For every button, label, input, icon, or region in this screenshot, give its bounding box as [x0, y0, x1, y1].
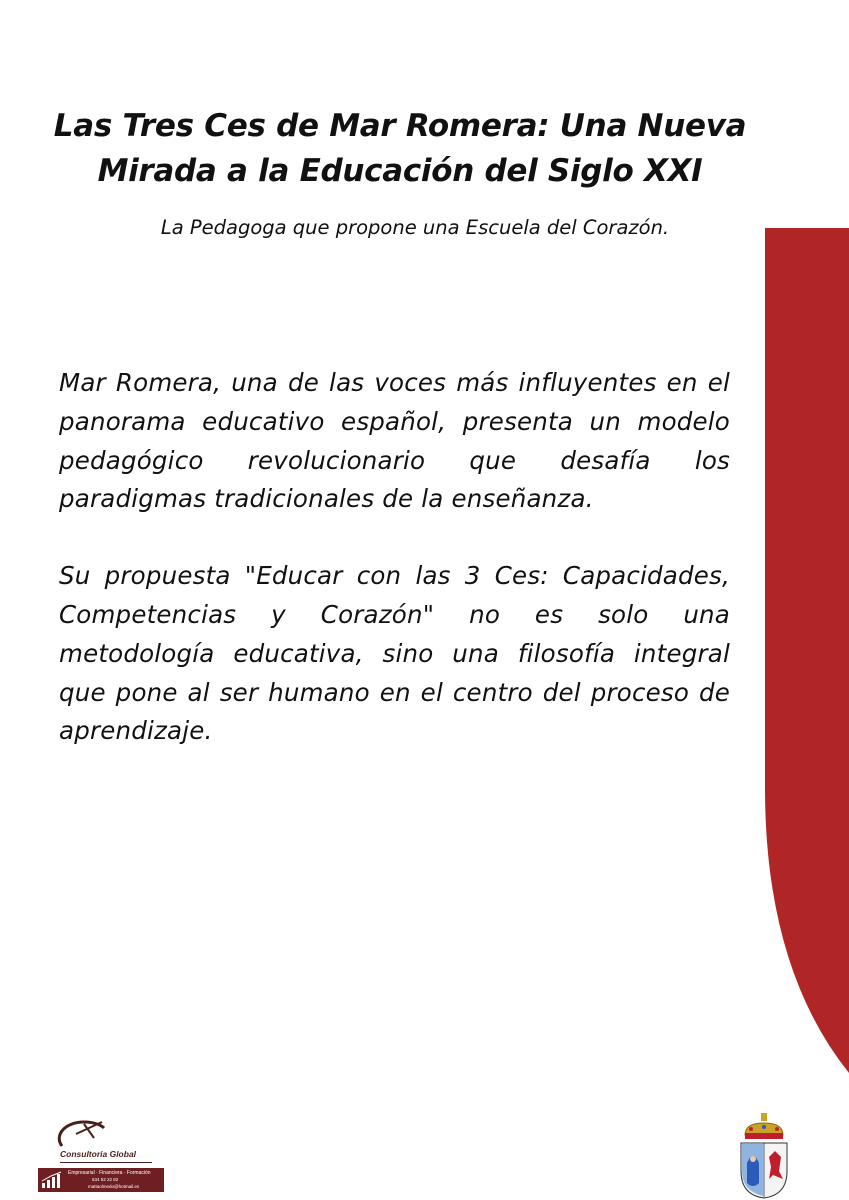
article-body	[59, 364, 730, 789]
consultoria-global-logo	[34, 1118, 164, 1194]
decorative-side-band	[760, 228, 849, 1078]
logo-phone: 634 52 22 82	[92, 1177, 119, 1182]
logo-tagline: Empresarial · Financiera · Formación	[68, 1170, 151, 1176]
title-line-1: Las Tres Ces de Mar Romera: Una Nueva	[53, 108, 747, 144]
logo-contact-band	[38, 1168, 164, 1192]
logo-swoosh-icon	[54, 1118, 114, 1150]
coat-of-arms-icon	[737, 1113, 791, 1199]
page-title	[20, 104, 780, 194]
page-subtitle: La Pedagoga que propone una Escuela del Corazón.	[160, 216, 670, 239]
logo-email: mattaolmedo@hotmail.es	[88, 1184, 140, 1189]
paragraph-proposal: Su propuesta "Educar con las 3 Ces: Capacidades, Competencias y Corazón" no es solo una metodología educativa, sino una filosofía integral que pone al ser humano en el centro del proceso de aprendizaje.	[59, 561, 730, 746]
title-line-2: Mirada a la Educación del Siglo XXI	[97, 153, 703, 189]
growth-chart-icon	[41, 1171, 63, 1189]
logo-divider	[60, 1162, 152, 1163]
logo-brand-name: Consultoria Global	[60, 1149, 137, 1159]
paragraph-intro: Mar Romera, una de las voces más influyentes en el panorama educativo español, presenta un modelo pedagógico revolucionario que desafía los paradigmas tradicionales de la enseñanza.	[59, 368, 730, 514]
